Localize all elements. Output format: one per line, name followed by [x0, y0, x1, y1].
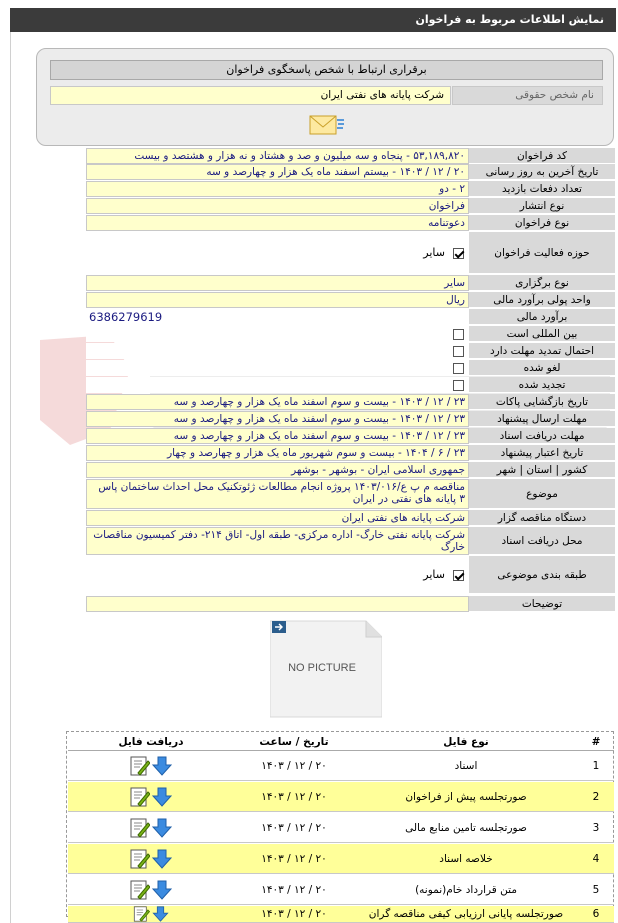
renewed-box	[86, 377, 469, 393]
no-picture-image	[270, 619, 382, 719]
edit-doc-icon[interactable]	[130, 756, 150, 776]
send-deadline-label: مهلت ارسال پیشنهاد	[469, 411, 615, 427]
subject-label: موضوع	[469, 479, 615, 509]
files-header	[68, 733, 614, 751]
renewed-label: تجدید شده	[469, 377, 615, 393]
edit-doc-icon[interactable]	[130, 849, 150, 869]
row-num: 4	[592, 852, 600, 865]
organizer-value: شرکت پایانه های نفتی ایران	[86, 510, 469, 526]
row-num: 1	[592, 759, 600, 772]
row-date: ۱۴۰۳ / ۱۲ / ۲۰	[261, 908, 327, 920]
row-type: صورتجلسه پیش از فراخوان	[405, 790, 527, 803]
row-num: 5	[592, 883, 600, 896]
row-renewed	[86, 377, 615, 393]
row-type: متن قرارداد خام(نمونه)	[415, 883, 517, 896]
row-date: ۱۴۰۳ / ۱۲ / ۲۰	[261, 759, 327, 772]
left-divider	[10, 32, 11, 923]
table-row	[68, 782, 614, 812]
code-value: ۵۳,۱۸۹,۸۲۰ - پنجاه و سه میلیون و صد و هشتاد و نه هزار و هشتصد و بیست	[86, 148, 469, 164]
receive-deadline-value: ۲۳ / ۱۲ / ۱۴۰۳ - بیست و سوم اسفند ماه یک هزار و چهارصد و سه	[86, 428, 469, 444]
header-type: نوع فایل	[443, 735, 489, 748]
table-row	[68, 844, 614, 874]
organizer-label: دستگاه مناقصه گزار	[469, 510, 615, 526]
row-location	[86, 462, 615, 478]
download-arrow-icon[interactable]	[152, 906, 169, 922]
row-download	[68, 782, 234, 811]
row-send-deadline	[86, 411, 615, 427]
download-arrow-icon[interactable]	[152, 787, 172, 807]
row-holding-type	[86, 275, 615, 291]
doc-place-value: شرکت پایانه نفتی خارگ- اداره مرکزی- طبقه اول- اتاق ۲۱۴- دفتر کمیسیون مناقصات خارگ	[86, 527, 469, 555]
row-call-type	[86, 215, 615, 231]
cancelled-checkbox[interactable]	[453, 363, 464, 374]
visits-value: ۲ - دو	[86, 181, 469, 197]
row-date: ۱۴۰۳ / ۱۲ / ۲۰	[261, 883, 327, 896]
row-num: 6	[592, 908, 600, 920]
row-num: 2	[592, 790, 600, 803]
holding-type-value: سایر	[86, 275, 469, 291]
renewed-checkbox[interactable]	[453, 380, 464, 391]
download-arrow-icon[interactable]	[152, 818, 172, 838]
international-box	[86, 326, 469, 342]
row-date: ۱۴۰۳ / ۱۲ / ۲۰	[261, 852, 327, 865]
mail-icon[interactable]	[306, 112, 346, 138]
download-arrow-icon[interactable]	[152, 756, 172, 776]
row-type: اسناد	[454, 759, 478, 772]
category-checkbox[interactable]	[453, 570, 464, 581]
row-publish-type	[86, 198, 615, 214]
row-download	[68, 875, 234, 904]
estimate-value: 6386279619	[86, 309, 469, 325]
international-label: بین المللی است	[469, 326, 615, 342]
download-arrow-icon[interactable]	[152, 880, 172, 900]
validity-value: ۲۳ / ۶ / ۱۴۰۴ - بیست و سوم شهریور ماه یک هزار و چهارصد و چهار	[86, 445, 469, 461]
international-checkbox[interactable]	[453, 329, 464, 340]
row-code	[86, 148, 615, 164]
table-row	[68, 813, 614, 843]
row-receive-deadline	[86, 428, 615, 444]
deadline-label: تاریخ آخرین به روز رسانی	[469, 164, 615, 180]
currency-label: واحد پولی برآورد مالی	[469, 292, 615, 308]
row-cancelled	[86, 360, 615, 376]
row-currency	[86, 292, 615, 308]
activity-option-label: سایر	[423, 246, 445, 259]
legal-entity-label: نام شخص حقوقی	[452, 86, 603, 105]
deadline-value: ۲۰ / ۱۲ / ۱۴۰۳ - بیستم اسفند ماه یک هزار و چهارصد و سه	[86, 164, 469, 180]
row-category	[86, 556, 615, 594]
row-estimate	[86, 309, 615, 325]
row-validity	[86, 445, 615, 461]
doc-place-label: محل دریافت اسناد	[469, 527, 615, 555]
header-date: تاریخ / ساعت	[259, 735, 329, 748]
visits-label: تعداد دفعات بازدید	[469, 181, 615, 197]
receive-deadline-label: مهلت دریافت اسناد	[469, 428, 615, 444]
extension-box	[86, 343, 469, 359]
row-date: ۱۴۰۳ / ۱۲ / ۲۰	[261, 790, 327, 803]
table-row	[68, 906, 614, 923]
row-date: ۱۴۰۳ / ۱۲ / ۲۰	[261, 821, 327, 834]
validity-label: تاریخ اعتبار پیشنهاد	[469, 445, 615, 461]
row-visits	[86, 181, 615, 197]
row-international	[86, 326, 615, 342]
location-value: جمهوری اسلامی ایران - بوشهر - بوشهر	[86, 462, 469, 478]
category-options	[86, 556, 469, 594]
edit-doc-icon[interactable]	[130, 787, 150, 807]
holding-type-label: نوع برگزاری	[469, 275, 615, 291]
no-picture-text: NO PICTURE	[288, 662, 356, 674]
open-date-label: تاریخ بازگشایی پاکات	[469, 394, 615, 410]
row-extension	[86, 343, 615, 359]
publish-type-label: نوع انتشار	[469, 198, 615, 214]
extension-checkbox[interactable]	[453, 346, 464, 357]
row-activity	[86, 232, 615, 274]
row-type: خلاصه اسناد	[439, 852, 493, 865]
edit-doc-icon[interactable]	[130, 880, 150, 900]
notes-value	[86, 596, 469, 612]
extension-label: احتمال تمدید مهلت دارد	[469, 343, 615, 359]
contact-heading: برقراری ارتباط با شخص پاسخگوی فراخوان	[50, 60, 603, 80]
row-download	[68, 906, 234, 922]
activity-checkbox[interactable]	[453, 248, 464, 259]
row-download	[68, 813, 234, 842]
table-row	[68, 751, 614, 781]
header-num: #	[591, 735, 601, 748]
row-download	[68, 844, 234, 873]
download-arrow-icon[interactable]	[152, 849, 172, 869]
activity-label: حوزه فعالیت فراخوان	[469, 232, 615, 274]
category-option-label: سایر	[423, 568, 445, 581]
legal-entity-value: شرکت پایانه های نفتی ایران	[50, 86, 451, 105]
cancelled-box	[86, 360, 469, 376]
notes-label: توضیحات	[469, 596, 615, 612]
code-label: کد فراخوان	[469, 148, 615, 164]
edit-doc-icon[interactable]	[130, 818, 150, 838]
location-label: کشور | استان | شهر	[469, 462, 615, 478]
row-organizer	[86, 510, 615, 526]
estimate-label: برآورد مالی	[469, 309, 615, 325]
open-date-value: ۲۳ / ۱۲ / ۱۴۰۳ - بیست و سوم اسفند ماه یک هزار و چهارصد و سه	[86, 394, 469, 410]
send-deadline-value: ۲۳ / ۱۲ / ۱۴۰۳ - بیست و سوم اسفند ماه یک هزار و چهارصد و سه	[86, 411, 469, 427]
subject-value: مناقصه م پ ع/۱۴۰۳/۰۱۶ پروژه انجام مطالعات ژئوتکنیک محل احداث ساختمان پاس ۳ پایانه های نفتی در ایران	[86, 479, 469, 509]
row-deadline	[86, 164, 615, 180]
row-notes	[86, 596, 615, 612]
row-open-date	[86, 394, 615, 410]
table-row	[68, 875, 614, 905]
header-download: دریافت فایل	[118, 735, 184, 748]
row-doc-place	[86, 527, 615, 555]
call-type-label: نوع فراخوان	[469, 215, 615, 231]
row-subject	[86, 479, 615, 509]
call-type-value: دعوتنامه	[86, 215, 469, 231]
page-title: نمایش اطلاعات مربوط به فراخوان	[10, 8, 616, 32]
row-type: صورتجلسه پایانی ارزیابی کیفی مناقصه گران	[368, 908, 564, 920]
row-download	[68, 751, 234, 780]
category-label: طبقه بندی موضوعی	[469, 556, 615, 594]
edit-doc-icon[interactable]	[133, 906, 150, 922]
cancelled-label: لغو شده	[469, 360, 615, 376]
row-type: صورتجلسه تامین منابع مالی	[405, 821, 527, 834]
row-num: 3	[592, 821, 600, 834]
activity-options	[86, 232, 469, 274]
publish-type-value: فراخوان	[86, 198, 469, 214]
currency-value: ریال	[86, 292, 469, 308]
